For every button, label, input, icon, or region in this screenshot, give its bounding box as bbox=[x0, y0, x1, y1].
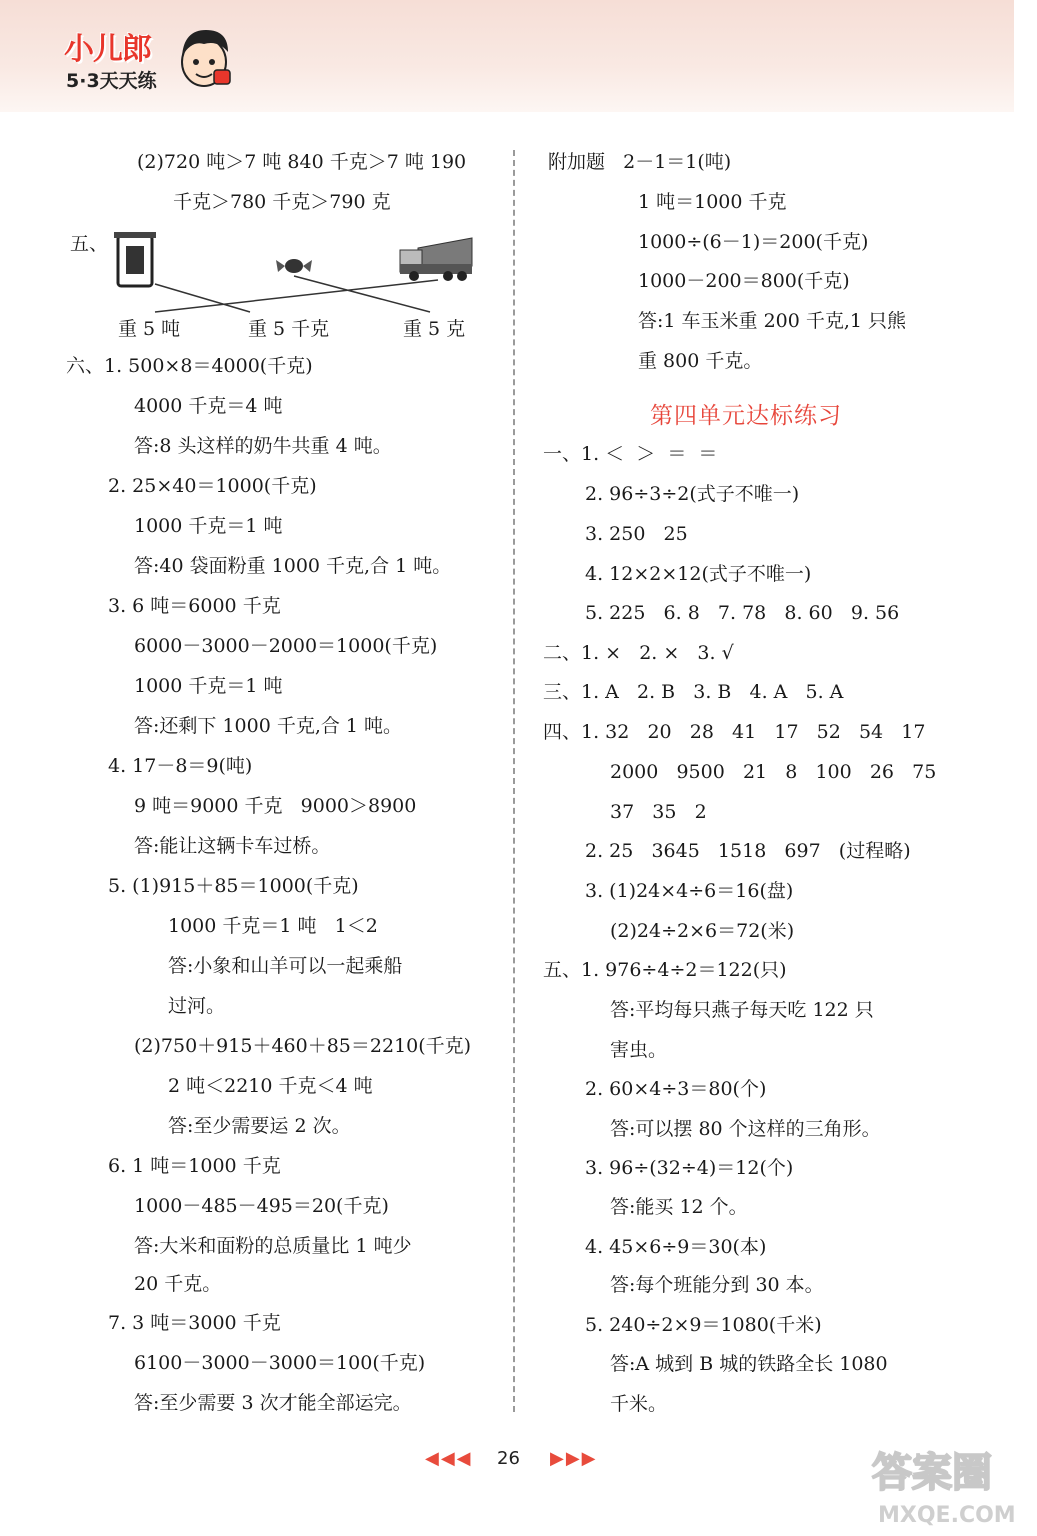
left_column-line: 答:大米和面粉的总质量比 1 吨少 bbox=[134, 1235, 412, 1257]
right_column-line: 3. (1)24×4÷6＝16(盘) bbox=[585, 880, 794, 902]
left_column-line: 6000－3000－2000＝1000(千克) bbox=[134, 635, 438, 657]
right_column-line: 附加题 2－1＝1(吨) bbox=[548, 151, 732, 173]
left_column-line: 五、 bbox=[70, 233, 109, 255]
left_column-line: (2)750＋915＋460＋85＝2210(千克) bbox=[134, 1035, 472, 1057]
right_column-line: 4. 12×2×12(式子不唯一) bbox=[585, 563, 812, 585]
section-title: 第四单元达标练习 bbox=[650, 403, 842, 429]
left_column-line: 答:至少需要 3 次才能全部运完。 bbox=[134, 1392, 412, 1414]
mascot-icon bbox=[174, 22, 236, 94]
right_column-line: 答:A 城到 B 城的铁路全长 1080 bbox=[610, 1353, 888, 1375]
next-page-arrows[interactable]: ▶▶▶ bbox=[550, 1448, 598, 1469]
right_column-line: 5. 225 6. 8 7. 78 8. 60 9. 56 bbox=[585, 602, 900, 624]
left_column-line: 六、1. 500×8＝4000(千克) bbox=[66, 355, 313, 377]
right_column-line: 1000÷(6－1)＝200(千克) bbox=[638, 231, 869, 253]
left_column-line: 答:小象和山羊可以一起乘船 bbox=[168, 955, 403, 977]
right_column-line: 4. 45×6÷9＝30(本) bbox=[585, 1236, 767, 1258]
left_column-line: 2. 25×40＝1000(千克) bbox=[108, 475, 317, 497]
page-number: 26 bbox=[497, 1448, 520, 1469]
logo-title: 小儿郎 bbox=[64, 32, 151, 67]
left_column-line: 4. 17－8＝9(吨) bbox=[108, 755, 253, 777]
right_column-line: (2)24÷2×6＝72(米) bbox=[610, 920, 795, 942]
left_column-line: 5. (1)915＋85＝1000(千克) bbox=[108, 875, 359, 897]
right_column-line: 三、1. A 2. B 3. B 4. A 5. A bbox=[543, 681, 844, 703]
left_column-line: 答:40 袋面粉重 1000 千克,合 1 吨。 bbox=[134, 555, 452, 577]
right_column-line: 二、1. × 2. × 3. √ bbox=[543, 642, 734, 664]
right_column-line: 一、1. ＜ ＞ ＝ ＝ bbox=[543, 443, 718, 465]
left_column-line: 1000 千克＝1 吨 bbox=[134, 515, 283, 537]
right_column-line: 2. 60×4÷3＝80(个) bbox=[585, 1078, 767, 1100]
right_column-line: 2000 9500 21 8 100 26 75 bbox=[610, 761, 937, 783]
left_column-line: 4000 千克＝4 吨 bbox=[134, 395, 283, 417]
left_column-line: 答:能让这辆卡车过桥。 bbox=[134, 835, 331, 857]
right_column-line: 答:可以摆 80 个这样的三角形。 bbox=[610, 1118, 881, 1140]
svg-text:答案圈: 答案圈 bbox=[872, 1450, 992, 1496]
right_column-line: 1 吨＝1000 千克 bbox=[638, 191, 787, 213]
left_column-line: 1000 千克＝1 吨 bbox=[134, 675, 283, 697]
left_column-line: 7. 3 吨＝3000 千克 bbox=[108, 1312, 281, 1334]
scale-icon bbox=[114, 232, 156, 286]
right_column-line: 3. 250 25 bbox=[585, 523, 688, 545]
candy-icon bbox=[276, 259, 312, 273]
right_column-line: 37 35 2 bbox=[610, 801, 707, 823]
right_column-line: 害虫。 bbox=[610, 1039, 668, 1061]
left_column-line: 1000－485－495＝20(千克) bbox=[134, 1195, 389, 1217]
right_column-line: 重 800 千克。 bbox=[638, 350, 763, 372]
left_column-line: 答:还剩下 1000 千克,合 1 吨。 bbox=[134, 715, 403, 737]
left_column-line: 3. 6 吨＝6000 千克 bbox=[108, 595, 281, 617]
match-line-scale bbox=[155, 284, 250, 312]
label-5-kg: 重 5 千克 bbox=[248, 318, 330, 340]
right_column-line: 2. 25 3645 1518 697 (过程略) bbox=[585, 840, 911, 862]
left_column-line: 9 吨＝9000 千克 9000＞8900 bbox=[134, 795, 417, 817]
truck-icon bbox=[400, 238, 472, 281]
right_column-line: 答:平均每只燕子每天吃 122 只 bbox=[610, 999, 874, 1021]
left_column-line: (2)720 吨＞7 吨 840 千克＞7 吨 190 bbox=[137, 151, 467, 173]
right_column-line: 2. 96÷3÷2(式子不唯一) bbox=[585, 483, 800, 505]
label-5-tons: 重 5 吨 bbox=[118, 318, 181, 340]
right_column-line: 5. 240÷2×9＝1080(千米) bbox=[585, 1314, 822, 1336]
column-divider bbox=[513, 150, 515, 1412]
label-5-grams: 重 5 克 bbox=[403, 318, 466, 340]
left_column-line: 答:至少需要运 2 次。 bbox=[168, 1115, 351, 1137]
right_column-line: 答:能买 12 个。 bbox=[610, 1196, 748, 1218]
right_column-line: 1000－200＝800(千克) bbox=[638, 270, 850, 292]
right_column-line: 千米。 bbox=[610, 1393, 668, 1415]
watermark-logo bbox=[868, 1438, 1018, 1530]
left_column-line: 2 吨＜2210 千克＜4 吨 bbox=[168, 1075, 373, 1097]
left_column-line: 过河。 bbox=[168, 995, 226, 1017]
prev-page-arrows[interactable]: ◀◀◀ bbox=[425, 1448, 473, 1469]
left_column-line: 6100－3000－3000＝100(千克) bbox=[134, 1352, 426, 1374]
right_column-line: 答:1 车玉米重 200 千克,1 只熊 bbox=[638, 310, 907, 332]
right_column-line: 五、1. 976÷4÷2＝122(只) bbox=[543, 959, 787, 981]
left_column-line: 千克＞780 千克＞790 克 bbox=[173, 191, 391, 213]
matching-figure bbox=[100, 228, 500, 318]
right_column-line: 3. 96÷(32÷4)＝12(个) bbox=[585, 1157, 794, 1179]
right_column-line: 四、1. 32 20 28 41 17 52 54 17 bbox=[543, 721, 926, 743]
left_column-line: 20 千克。 bbox=[134, 1273, 222, 1295]
svg-text:MXQE.COM: MXQE.COM bbox=[878, 1503, 1016, 1528]
logo-subtitle: 5·3天天练 bbox=[66, 70, 157, 92]
left_column-line: 答:8 头这样的奶牛共重 4 吨。 bbox=[134, 435, 392, 457]
left_column-line: 1000 千克＝1 吨 1＜2 bbox=[168, 915, 378, 937]
brand-logo bbox=[62, 22, 242, 102]
left_column-line: 6. 1 吨＝1000 千克 bbox=[108, 1155, 281, 1177]
right_column-line: 答:每个班能分到 30 本。 bbox=[610, 1274, 824, 1296]
